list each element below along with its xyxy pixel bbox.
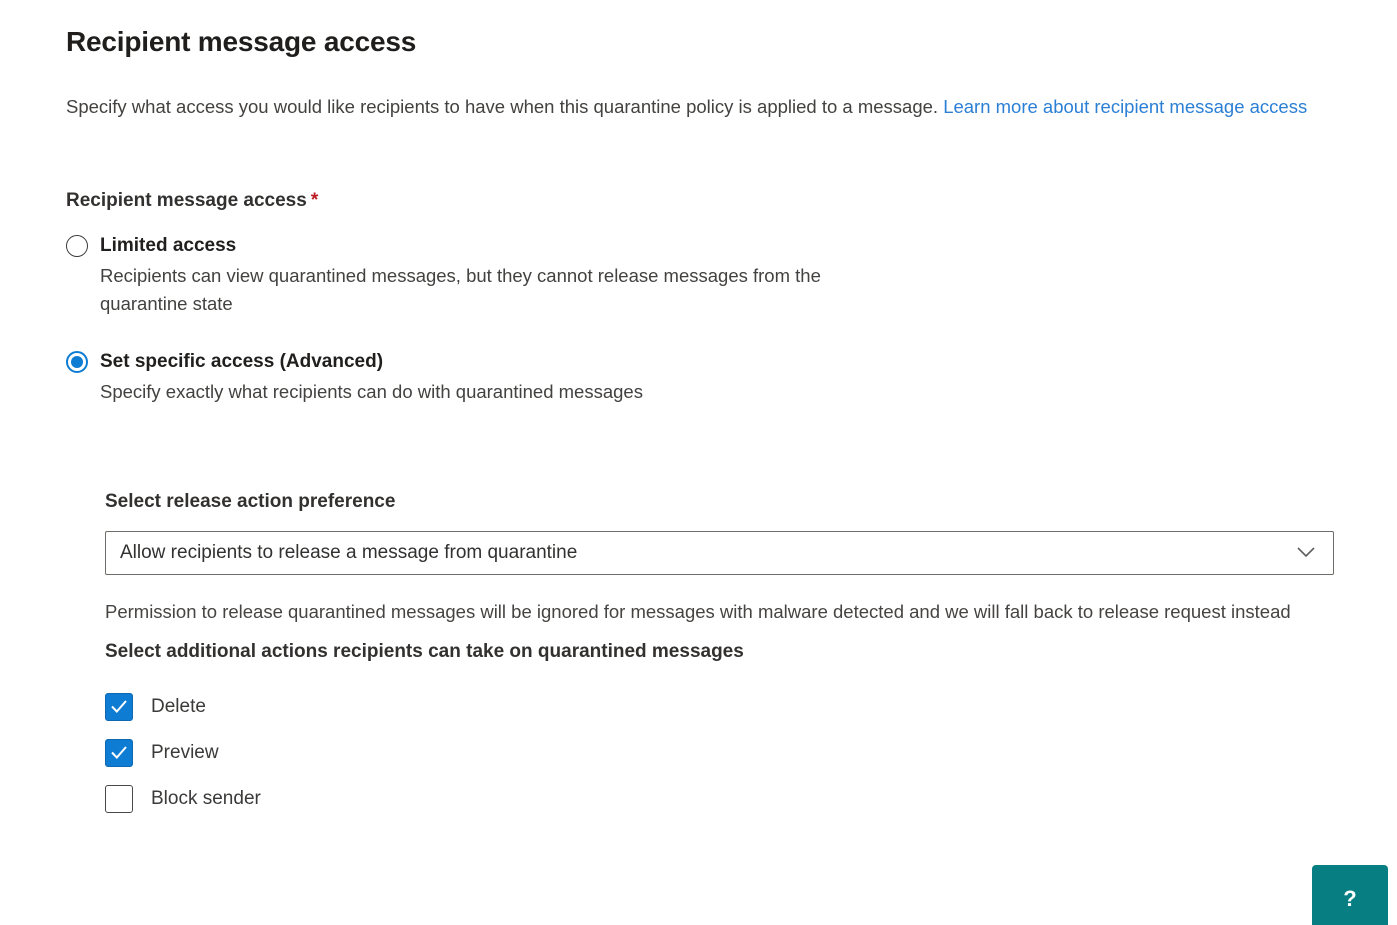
help-button[interactable]	[1312, 865, 1388, 925]
release-preference-note: Permission to release quarantined messages will be ignored for messages with malware detected and we will fall back to release request instead	[105, 600, 1291, 622]
radio-option-text	[100, 350, 643, 406]
advanced-access-section	[105, 490, 1397, 814]
radio-unselected-icon[interactable]	[66, 235, 88, 257]
checkbox-row-block-sender[interactable]	[105, 784, 1397, 814]
access-field-label	[66, 190, 1397, 212]
learn-more-link[interactable]: Learn more about recipient message access	[943, 96, 1308, 117]
required-asterisk: *	[310, 189, 319, 211]
dropdown-selected-value: Allow recipients to release a message from quarantine	[120, 541, 578, 563]
radio-option-set-specific-access[interactable]	[66, 350, 1397, 406]
chevron-down-icon	[1297, 547, 1315, 558]
radio-option-set-specific-access-description: Specify exactly what recipients can do with quarantined messages	[100, 380, 643, 402]
additional-actions-checkbox-list	[105, 692, 1397, 814]
check-icon	[111, 700, 127, 713]
radio-option-text	[100, 234, 840, 318]
checkbox-unchecked-icon[interactable]	[105, 785, 133, 813]
radio-option-limited-access-description: Recipients can view quarantined messages, but they cannot release messages from the quarantine state	[100, 264, 821, 314]
page-description-text: Specify what access you would like recipients to have when this quarantine policy is applied to a message.	[66, 96, 944, 117]
release-preference-dropdown[interactable]	[105, 531, 1334, 575]
radio-option-limited-access-label: Limited access	[100, 234, 237, 256]
radio-option-limited-access[interactable]	[66, 234, 1397, 318]
checkbox-checked-icon[interactable]	[105, 693, 133, 721]
page-description	[66, 93, 1336, 122]
checkbox-label-block-sender: Block sender	[151, 787, 261, 809]
checkbox-label-preview: Preview	[151, 741, 219, 763]
page-title: Recipient message access	[66, 26, 417, 57]
access-field-label-text: Recipient message access	[66, 189, 307, 211]
additional-actions-label: Select additional actions recipients can take on quarantined messages	[105, 640, 744, 662]
checkbox-checked-icon[interactable]	[105, 739, 133, 767]
question-mark-icon: ?	[1343, 886, 1357, 911]
checkbox-row-preview[interactable]	[105, 738, 1397, 768]
radio-selected-icon[interactable]	[66, 351, 88, 373]
radio-option-set-specific-access-label: Set specific access (Advanced)	[100, 350, 384, 372]
checkbox-row-delete[interactable]	[105, 692, 1397, 722]
checkbox-label-delete: Delete	[151, 695, 206, 717]
check-icon	[111, 746, 127, 759]
release-preference-label: Select release action preference	[105, 490, 396, 512]
